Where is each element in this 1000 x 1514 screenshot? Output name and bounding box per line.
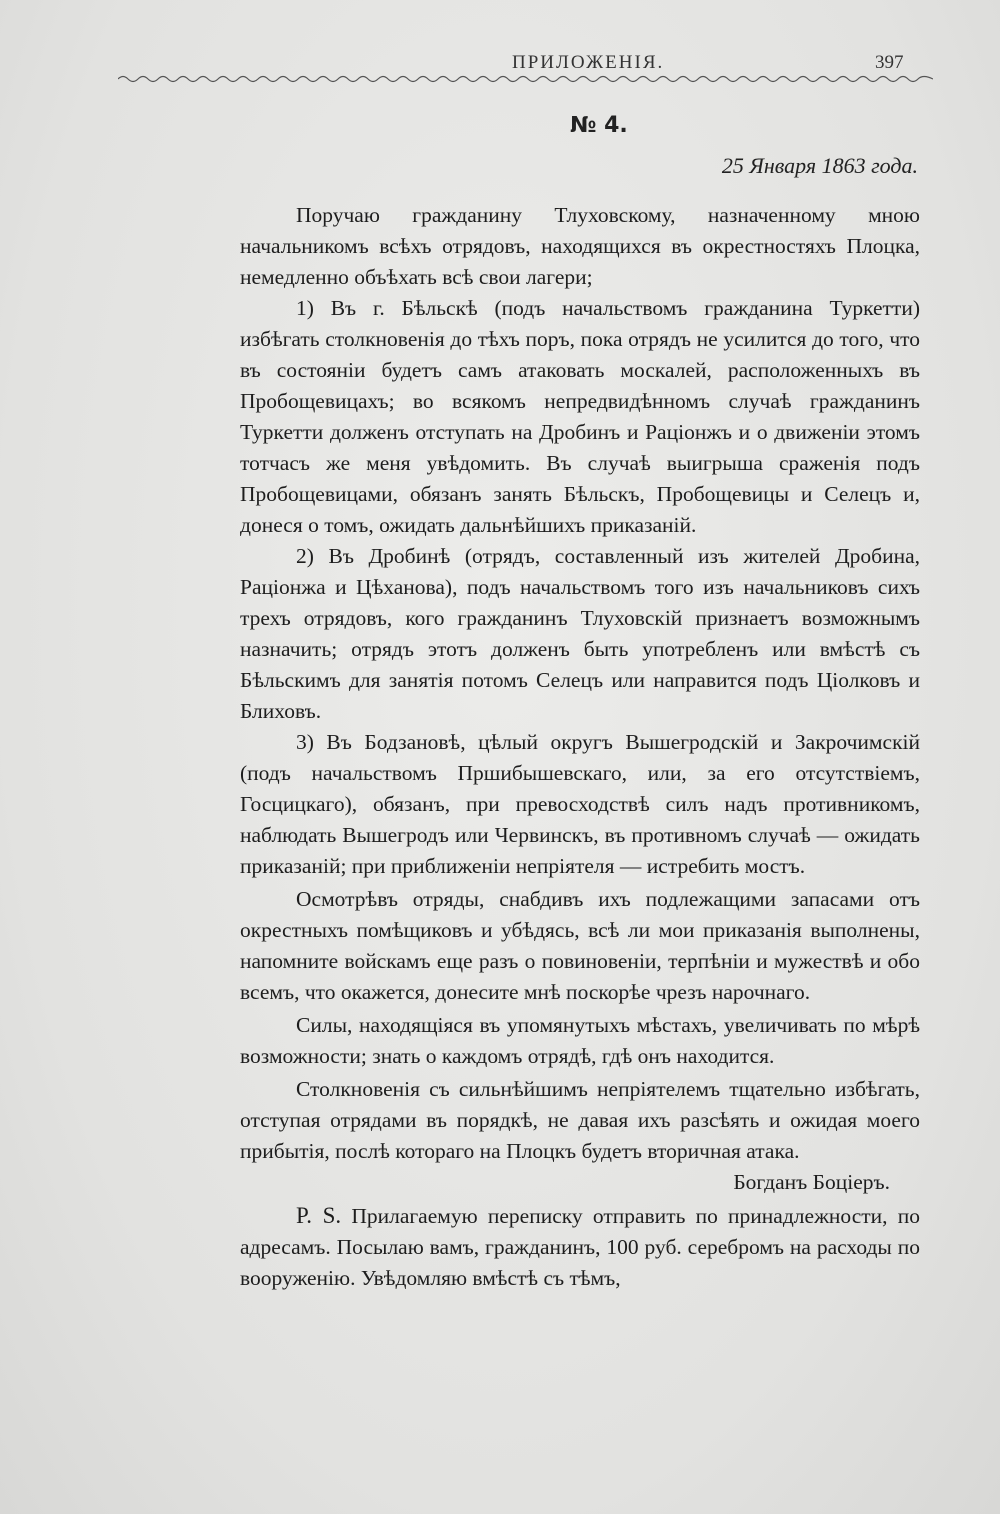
paragraph-avoid-clash: Столкновенія съ сильнѣйшимъ непріятелемъ тщательно избѣгать, отступая отрядами въ порядкѣ, не давая ихъ разсѣять и ожидая моего прибытія, послѣ котораго на Плоцкъ будетъ вторичная атака. [240,1077,920,1163]
paragraph-item-3: 3) Въ Бодзановѣ, цѣлый округъ Вышегродскій и Закрочимскій (подъ начальствомъ Пршибышевскаго, или, за его отсутствіемъ, Госцицкаго), обязанъ, при превосходствѣ силъ надъ противникомъ, наблюдать Вышегродъ или Червинскъ, въ противномъ случаѣ — ожидать приказаній; при приближеніи непріятеля — истребить мостъ. [240,730,920,878]
postscript [240,1200,920,1294]
signature: Богданъ Боціеръ. [733,1170,890,1194]
ornamental-rule [118,74,933,84]
paragraph-item-2: 2) Въ Дробинѣ (отрядъ, составленный изъ жителей Дробина, Раціонжа и Цѣханова), подъ начальствомъ того изъ начальниковъ сихъ трехъ отрядовъ, кого гражданинъ Тлуховскій признаетъ возможнымъ назначить; отрядъ этотъ долженъ быть употребленъ или вмѣстѣ съ Бѣльскимъ для занятія потомъ Селецъ или направится подъ Ціолковъ и Блиховъ. [240,544,920,723]
document-number: № 4. [570,113,628,138]
running-title: ПРИЛОЖЕНІЯ. [512,52,665,73]
postscript-label: P. S. [296,1203,342,1228]
document-body [240,200,920,1294]
paragraph-forces: Силы, находящіяся въ упомянутыхъ мѣстахъ, увеличивать по мѣрѣ возможности; знать о каждомъ отрядѣ, гдѣ онъ находится. [240,1013,920,1068]
paragraph-intro: Поручаю гражданину Тлуховскому, назначенному мною начальникомъ всѣхъ отрядовъ, находящихся въ окрестностяхъ Плоцка, немедленно объѣхать всѣ свои лагери; [240,203,920,289]
page-number: 397 [875,52,904,73]
document-date: 25 Января 1863 года. [721,153,918,178]
postscript-text: Прилагаемую переписку отправить по принадлежности, по адресамъ. Посылаю вамъ, гражданинъ, 100 руб. серебромъ на расходы по вооруженію. Увѣдомляю вмѣстѣ съ тѣмъ, [240,1204,920,1290]
paragraph-item-1: 1) Въ г. Бѣльскѣ (подъ начальствомъ гражданина Туркетти) избѣгать столкновенія до тѣхъ поръ, пока отрядъ не усилится до того, что въ состояніи будетъ самъ атаковать москалей, расположенныхъ въ Пробощевицахъ; во всякомъ непредвидѣнномъ случаѣ гражданинъ Туркетти долженъ отступать на Дробинъ и Раціонжъ и о движеніи этомъ тотчасъ же меня увѣдомить. Въ случаѣ выигрыша сраженія подъ Пробощевицами, обязанъ занять Бѣльскъ, Пробощевицы и Селецъ и, донеся о томъ, ожидать дальнѣйшихъ приказаній. [240,296,920,537]
paragraph-inspection: Осмотрѣвъ отряды, снабдивъ ихъ подлежащими запасами отъ окрестныхъ помѣщиковъ и убѣдясь, всѣ ли мои приказанія выполнены, напомните войскамъ еще разъ о повиновеніи, терпѣніи и мужествѣ и обо всемъ, что окажется, донесите мнѣ поскорѣе чрезъ нарочнаго. [240,887,920,1004]
